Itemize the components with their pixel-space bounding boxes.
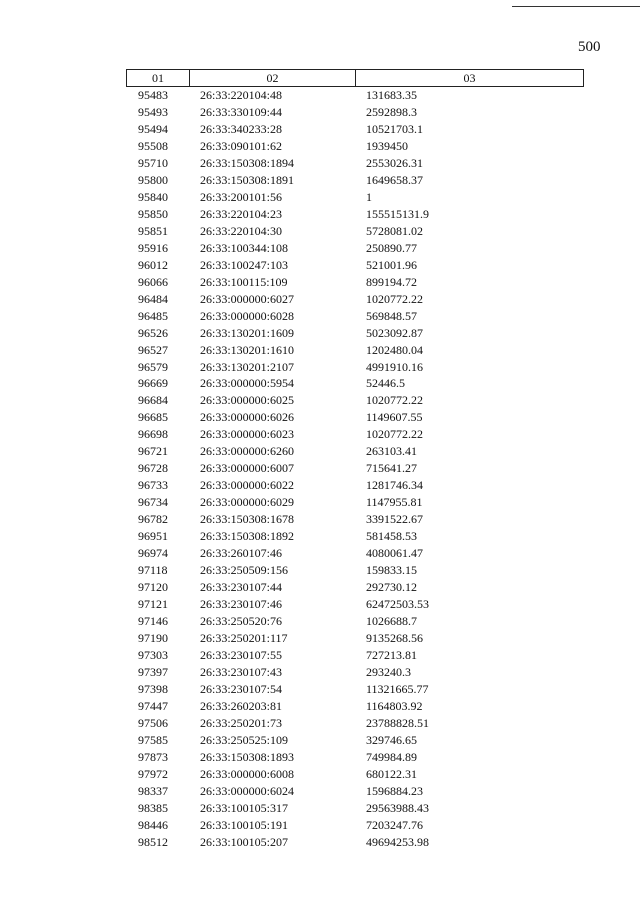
cell-id: 95710 bbox=[138, 155, 168, 170]
cell-cadastral-number: 26:33:150308:1678 bbox=[200, 512, 295, 527]
cell-id: 98385 bbox=[138, 800, 168, 815]
cell-id: 96734 bbox=[138, 495, 168, 510]
cell-id: 96685 bbox=[138, 410, 168, 425]
data-table bbox=[126, 69, 584, 851]
table-row bbox=[126, 698, 584, 715]
cell-id: 97447 bbox=[138, 698, 168, 713]
cell-value: 1020772.22 bbox=[366, 393, 423, 408]
cell-cadastral-number: 26:33:230107:55 bbox=[200, 647, 283, 662]
cell-value: 2592898.3 bbox=[366, 104, 417, 119]
table-header bbox=[126, 69, 584, 87]
cell-id: 97146 bbox=[138, 614, 168, 629]
table-row bbox=[126, 511, 584, 528]
cell-value: 5728081.02 bbox=[366, 223, 423, 238]
table-row bbox=[126, 257, 584, 274]
cell-cadastral-number: 26:33:330109:44 bbox=[200, 104, 283, 119]
cell-id: 96579 bbox=[138, 359, 168, 374]
cell-value: 1649658.37 bbox=[366, 172, 423, 187]
table-row bbox=[126, 375, 584, 392]
table-row bbox=[126, 443, 584, 460]
cell-value: 29563988.43 bbox=[366, 800, 429, 815]
cell-cadastral-number: 26:33:000000:6260 bbox=[200, 444, 295, 459]
cell-cadastral-number: 26:33:150308:1891 bbox=[200, 172, 295, 187]
table-row bbox=[126, 783, 584, 800]
cell-id: 97397 bbox=[138, 664, 168, 679]
cell-cadastral-number: 26:33:130201:1609 bbox=[200, 325, 295, 340]
cell-id: 95840 bbox=[138, 189, 168, 204]
cell-id: 98337 bbox=[138, 783, 168, 798]
cell-cadastral-number: 26:33:250201:73 bbox=[200, 715, 283, 730]
cell-value: 1939450 bbox=[366, 138, 408, 153]
table-row bbox=[126, 766, 584, 783]
cell-cadastral-number: 26:33:000000:6028 bbox=[200, 308, 295, 323]
cell-value: 1149607.55 bbox=[366, 410, 423, 425]
cell-value: 1596884.23 bbox=[366, 783, 423, 798]
cell-id: 97303 bbox=[138, 647, 168, 662]
cell-cadastral-number: 26:33:000000:6024 bbox=[200, 783, 295, 798]
cell-id: 98446 bbox=[138, 817, 168, 832]
cell-value: 9135268.56 bbox=[366, 631, 423, 645]
cell-cadastral-number: 26:33:000000:6026 bbox=[200, 410, 295, 425]
column-header-01: 01 bbox=[152, 71, 164, 85]
table-row bbox=[126, 392, 584, 409]
table-row bbox=[126, 291, 584, 308]
table-row bbox=[126, 138, 584, 155]
cell-value: 1 bbox=[366, 189, 372, 204]
table-row bbox=[126, 359, 584, 376]
cell-cadastral-number: 26:33:230107:43 bbox=[200, 664, 283, 679]
cell-id: 96526 bbox=[138, 325, 168, 340]
cell-cadastral-number: 26:33:340233:28 bbox=[200, 121, 283, 136]
cell-value: 715641.27 bbox=[366, 461, 417, 476]
table-body bbox=[126, 87, 584, 851]
table-row bbox=[126, 494, 584, 511]
cell-value: 7203247.76 bbox=[366, 817, 423, 832]
cell-value: 569848.57 bbox=[366, 308, 417, 323]
cell-value: 52446.5 bbox=[366, 376, 405, 391]
cell-id: 97121 bbox=[138, 597, 168, 612]
table-row bbox=[126, 834, 584, 851]
table-row bbox=[126, 630, 584, 647]
top-rule bbox=[512, 6, 640, 7]
cell-value: 727213.81 bbox=[366, 647, 417, 662]
cell-value: 2553026.31 bbox=[366, 155, 423, 170]
cell-id: 96951 bbox=[138, 529, 168, 544]
table-row bbox=[126, 342, 584, 359]
table-row bbox=[126, 647, 584, 664]
cell-cadastral-number: 26:33:230107:46 bbox=[200, 597, 283, 612]
table-row bbox=[126, 800, 584, 817]
cell-cadastral-number: 26:33:000000:5954 bbox=[200, 376, 295, 391]
cell-cadastral-number: 26:33:100105:191 bbox=[200, 817, 289, 832]
table-row bbox=[126, 664, 584, 681]
cell-cadastral-number: 26:33:100105:317 bbox=[200, 800, 289, 815]
cell-id: 95916 bbox=[138, 240, 168, 255]
cell-cadastral-number: 26:33:150308:1893 bbox=[200, 749, 295, 764]
table-row bbox=[126, 426, 584, 443]
cell-value: 263103.41 bbox=[366, 444, 417, 459]
cell-cadastral-number: 26:33:000000:6007 bbox=[200, 461, 295, 476]
cell-id: 96484 bbox=[138, 291, 168, 306]
cell-cadastral-number: 26:33:250525:109 bbox=[200, 732, 289, 747]
cell-id: 95800 bbox=[138, 172, 168, 187]
cell-value: 1026688.7 bbox=[366, 614, 417, 629]
cell-cadastral-number: 26:33:230107:44 bbox=[200, 580, 283, 595]
table-row bbox=[126, 749, 584, 766]
table-row bbox=[126, 172, 584, 189]
cell-value: 899194.72 bbox=[366, 274, 417, 289]
cell-value: 23788828.51 bbox=[366, 715, 429, 730]
cell-value: 3391522.67 bbox=[366, 512, 423, 527]
cell-id: 96698 bbox=[138, 427, 168, 442]
cell-value: 10521703.1 bbox=[366, 121, 423, 136]
cell-id: 97118 bbox=[138, 563, 168, 578]
cell-cadastral-number: 26:33:000000:6022 bbox=[200, 478, 295, 493]
table-row bbox=[126, 477, 584, 494]
cell-value: 250890.77 bbox=[366, 240, 417, 255]
cell-cadastral-number: 26:33:250509:156 bbox=[200, 563, 289, 578]
table-row bbox=[126, 681, 584, 698]
cell-value: 49694253.98 bbox=[366, 834, 429, 849]
table-row bbox=[126, 240, 584, 257]
cell-id: 96527 bbox=[138, 342, 168, 357]
cell-cadastral-number: 26:33:220104:23 bbox=[200, 206, 283, 221]
table-row bbox=[126, 460, 584, 477]
cell-cadastral-number: 26:33:150308:1894 bbox=[200, 155, 295, 170]
cell-id: 95483 bbox=[138, 88, 168, 102]
cell-id: 97585 bbox=[138, 732, 168, 747]
cell-id: 96684 bbox=[138, 393, 168, 408]
cell-id: 96974 bbox=[138, 546, 168, 561]
cell-cadastral-number: 26:33:230107:54 bbox=[200, 681, 283, 696]
table-row bbox=[126, 308, 584, 325]
cell-id: 97873 bbox=[138, 749, 168, 764]
cell-value: 292730.12 bbox=[366, 580, 417, 595]
table-row bbox=[126, 274, 584, 291]
cell-value: 1147955.81 bbox=[366, 495, 423, 510]
cell-id: 97972 bbox=[138, 766, 168, 781]
cell-id: 96782 bbox=[138, 512, 168, 527]
cell-id: 96728 bbox=[138, 461, 168, 476]
cell-id: 95494 bbox=[138, 121, 168, 136]
table-row bbox=[126, 596, 584, 613]
table-row bbox=[126, 613, 584, 630]
cell-id: 96485 bbox=[138, 308, 168, 323]
cell-cadastral-number: 26:33:000000:6025 bbox=[200, 393, 295, 408]
table-row bbox=[126, 528, 584, 545]
cell-value: 293240.3 bbox=[366, 664, 411, 679]
table-row bbox=[126, 409, 584, 426]
cell-id: 95493 bbox=[138, 104, 168, 119]
cell-value: 159833.15 bbox=[366, 563, 417, 578]
table-row bbox=[126, 817, 584, 834]
cell-cadastral-number: 26:33:260107:46 bbox=[200, 546, 283, 561]
cell-value: 521001.96 bbox=[366, 257, 417, 272]
cell-value: 581458.53 bbox=[366, 529, 417, 544]
cell-cadastral-number: 26:33:000000:6029 bbox=[200, 495, 295, 510]
cell-id: 97506 bbox=[138, 715, 168, 730]
table-row bbox=[126, 87, 584, 104]
cell-value: 11321665.77 bbox=[366, 681, 429, 696]
cell-id: 96066 bbox=[138, 274, 168, 289]
table-row bbox=[126, 155, 584, 172]
cell-id: 95851 bbox=[138, 223, 168, 238]
cell-cadastral-number: 26:33:100247:103 bbox=[200, 257, 289, 272]
table-row bbox=[126, 223, 584, 240]
table-row bbox=[126, 732, 584, 749]
cell-cadastral-number: 26:33:000000:6008 bbox=[200, 766, 295, 781]
cell-value: 131683.35 bbox=[366, 88, 417, 102]
cell-value: 4080061.47 bbox=[366, 546, 423, 561]
cell-cadastral-number: 26:33:130201:2107 bbox=[200, 359, 295, 374]
cell-cadastral-number: 26:33:100344:108 bbox=[200, 240, 289, 255]
table-row bbox=[126, 715, 584, 732]
cell-value: 680122.31 bbox=[366, 766, 417, 781]
table-row bbox=[126, 545, 584, 562]
cell-cadastral-number: 26:33:220104:48 bbox=[200, 88, 283, 102]
cell-cadastral-number: 26:33:220104:30 bbox=[200, 223, 283, 238]
cell-cadastral-number: 26:33:250520:76 bbox=[200, 614, 283, 629]
cell-value: 749984.89 bbox=[366, 749, 417, 764]
cell-id: 96012 bbox=[138, 257, 168, 272]
table-row bbox=[126, 206, 584, 223]
cell-value: 155515131.9 bbox=[366, 206, 429, 221]
cell-id: 95508 bbox=[138, 138, 168, 153]
cell-value: 5023092.87 bbox=[366, 325, 423, 340]
cell-cadastral-number: 26:33:130201:1610 bbox=[200, 342, 295, 357]
cell-cadastral-number: 26:33:100115:109 bbox=[200, 274, 288, 289]
cell-cadastral-number: 26:33:100105:207 bbox=[200, 834, 289, 849]
cell-value: 1020772.22 bbox=[366, 427, 423, 442]
table-row bbox=[126, 121, 584, 138]
table-row bbox=[126, 579, 584, 596]
table-row bbox=[126, 104, 584, 121]
cell-value: 1020772.22 bbox=[366, 291, 423, 306]
cell-id: 97190 bbox=[138, 631, 168, 645]
cell-id: 96669 bbox=[138, 376, 168, 391]
table-row bbox=[126, 562, 584, 579]
cell-cadastral-number: 26:33:000000:6027 bbox=[200, 291, 295, 306]
page-number: 500 bbox=[578, 39, 601, 55]
cell-value: 62472503.53 bbox=[366, 597, 429, 612]
cell-cadastral-number: 26:33:000000:6023 bbox=[200, 427, 295, 442]
cell-id: 98512 bbox=[138, 834, 168, 849]
cell-cadastral-number: 26:33:260203:81 bbox=[200, 698, 283, 713]
cell-cadastral-number: 26:33:250201:117 bbox=[200, 631, 288, 645]
cell-value: 1202480.04 bbox=[366, 342, 423, 357]
cell-cadastral-number: 26:33:200101:56 bbox=[200, 189, 283, 204]
cell-cadastral-number: 26:33:150308:1892 bbox=[200, 529, 295, 544]
cell-id: 95850 bbox=[138, 206, 168, 221]
cell-value: 329746.65 bbox=[366, 732, 417, 747]
table-row bbox=[126, 325, 584, 342]
cell-value: 4991910.16 bbox=[366, 359, 423, 374]
table-row bbox=[126, 189, 584, 206]
cell-value: 1281746.34 bbox=[366, 478, 423, 493]
cell-value: 1164803.92 bbox=[366, 698, 423, 713]
column-header-02: 02 bbox=[189, 70, 355, 86]
cell-id: 96721 bbox=[138, 444, 168, 459]
cell-id: 97398 bbox=[138, 681, 168, 696]
cell-id: 96733 bbox=[138, 478, 168, 493]
cell-cadastral-number: 26:33:090101:62 bbox=[200, 138, 283, 153]
cell-id: 97120 bbox=[138, 580, 168, 595]
column-header-03: 03 bbox=[355, 70, 583, 86]
